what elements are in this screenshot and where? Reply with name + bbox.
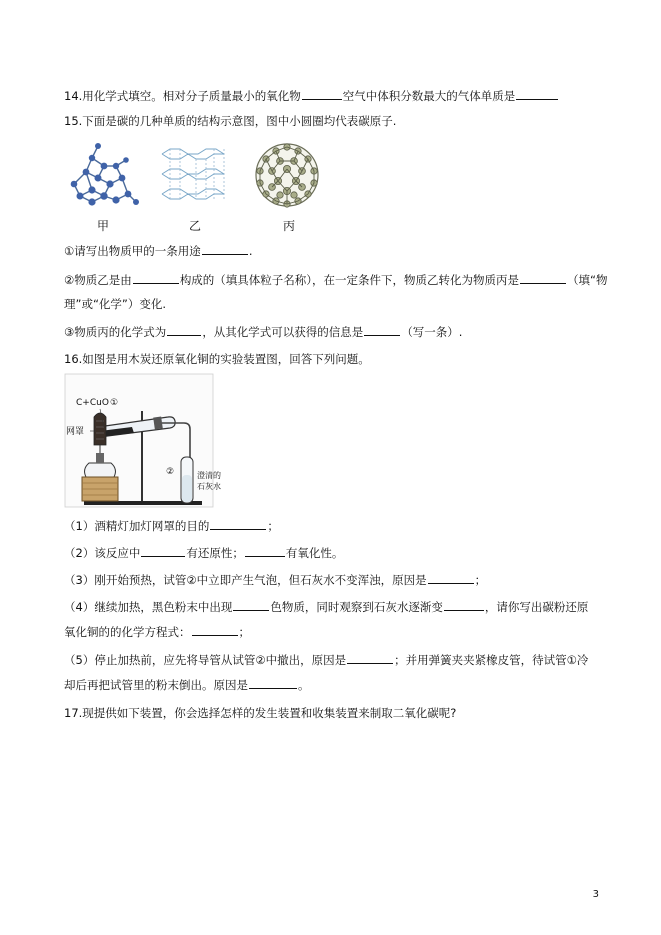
q15-stem: 15.下面是碳的几种单质的结构示意图，图中小圆圈均代表碳原子. <box>64 114 397 128</box>
diamond-structure-figure <box>64 140 142 208</box>
q16-s4-text-d: 氧化铜的的化学方程式： <box>64 625 191 639</box>
q15-s2-blank-2[interactable] <box>520 272 566 284</box>
q16-stem: 16.如图是用木炭还原氧化铜的实验装置图，回答下列问题。 <box>64 352 370 366</box>
q16-s2-text-c: 有氧化性。 <box>285 546 344 560</box>
q16-s4-blank-3[interactable] <box>192 624 238 636</box>
q16-s1-blank[interactable] <box>210 518 266 530</box>
q16-s1 <box>64 518 279 534</box>
q15-s3-text-c: （写一条）. <box>401 325 463 339</box>
q16-s4 <box>64 599 588 615</box>
q15-s3-text-a: ③物质丙的化学式为 <box>64 325 167 339</box>
q15-s1-text: ①请写出物质甲的一条用途 <box>64 244 201 258</box>
q16-s5 <box>64 652 588 668</box>
q16-s5-blank-1[interactable] <box>347 652 393 664</box>
q17-stem: 17.现提供如下装置，你会选择怎样的发生装置和收集装置来制取二氧化碳呢? <box>64 706 457 720</box>
apparatus-label-tube-1: ① <box>110 398 119 408</box>
q16-s5-end: 。 <box>298 678 310 692</box>
q15-s3 <box>64 324 462 340</box>
graphite-structure-figure <box>158 142 230 208</box>
q15-s3-blank-2[interactable] <box>364 324 400 336</box>
q14-blank-2[interactable] <box>516 88 558 100</box>
page-number: 3 <box>592 889 599 900</box>
q16-s2 <box>64 545 343 561</box>
q14-text-1: 14.用化学式填空。相对分子质量最小的氧化物 <box>64 89 301 103</box>
figure-label-yi: 乙 <box>189 219 202 233</box>
q16-s1-text: （1）酒精灯加灯网罩的目的 <box>64 519 210 533</box>
q15-s1 <box>64 243 252 259</box>
q16-s4-text-b: 色物质，同时观察到石灰水逐渐变 <box>270 600 443 614</box>
q16-s4-blank-2[interactable] <box>444 599 484 611</box>
q16-s1-end: ； <box>267 519 279 533</box>
q15-s2-text-b: 构成的（填具体粒子名称），在一定条件下，物质乙转化为物质丙是 <box>179 273 520 287</box>
q16-s4-text-a: （4）继续加热，黑色粉末中出现 <box>64 600 233 614</box>
q14-blank-1[interactable] <box>302 88 342 100</box>
q16-s5-text-b: ；并用弹簧夹夹紧橡皮管，待试管①冷 <box>394 653 589 667</box>
q16-s3 <box>64 572 486 588</box>
q16-s4-cont <box>64 624 250 640</box>
q15-s2 <box>64 272 608 288</box>
apparatus-label-tube-2: ② <box>166 467 175 477</box>
q15-s2-cont: 理”或“化学”）变化. <box>64 297 167 311</box>
q14-line <box>64 88 559 104</box>
q16-s5-text-c: 却后再把试管里的粉末倒出。原因是 <box>64 678 248 692</box>
q16-s5-text-a: （5）停止加热前，应先将导管从试管②中撤出，原因是 <box>64 653 347 667</box>
q16-s2-blank-2[interactable] <box>245 545 285 557</box>
q15-s1-end: . <box>248 244 253 258</box>
q16-s3-end: ； <box>474 573 487 587</box>
q16-s4-text-c: ，请你写出碳粉还原 <box>484 600 589 614</box>
q15-s2-blank-1[interactable] <box>133 272 179 284</box>
q16-s4-blank-1[interactable] <box>233 599 269 611</box>
q16-s5-blank-2[interactable] <box>249 677 297 689</box>
q16-s2-blank-1[interactable] <box>141 545 185 557</box>
q16-s2-text-a: （2）该反应中 <box>64 546 141 560</box>
figure-label-jia: 甲 <box>97 219 110 233</box>
apparatus-figure <box>64 373 214 508</box>
q14-text-2: 空气中体积分数最大的气体单质是 <box>342 89 516 103</box>
apparatus-label-limewater-1: 澄清的 <box>197 471 221 480</box>
q15-s3-text-b: ，从其化学式可以获得的信息是 <box>202 325 364 339</box>
figure-label-bing: 丙 <box>283 219 296 233</box>
q16-s4-end: ； <box>238 625 250 639</box>
q15-s3-blank-1[interactable] <box>167 324 201 336</box>
q15-s2-text-c: （填“物 <box>567 273 608 287</box>
q15-s1-blank[interactable] <box>202 243 248 255</box>
q16-s3-text: （3）刚开始预热，试管②中立即产生气泡，但石灰水不变浑浊，原因是 <box>64 573 427 587</box>
apparatus-label-limewater-2: 石灰水 <box>197 482 221 491</box>
q16-s5-cont <box>64 677 310 693</box>
q15-s2-text-a: ②物质乙是由 <box>64 273 132 287</box>
apparatus-label-net: 网罩 <box>66 427 85 437</box>
apparatus-label-reactant: C+CuO <box>76 398 109 408</box>
q16-s2-text-b: 有还原性； <box>186 546 244 560</box>
c60-structure-figure <box>252 141 322 209</box>
q16-s3-blank[interactable] <box>428 572 474 584</box>
